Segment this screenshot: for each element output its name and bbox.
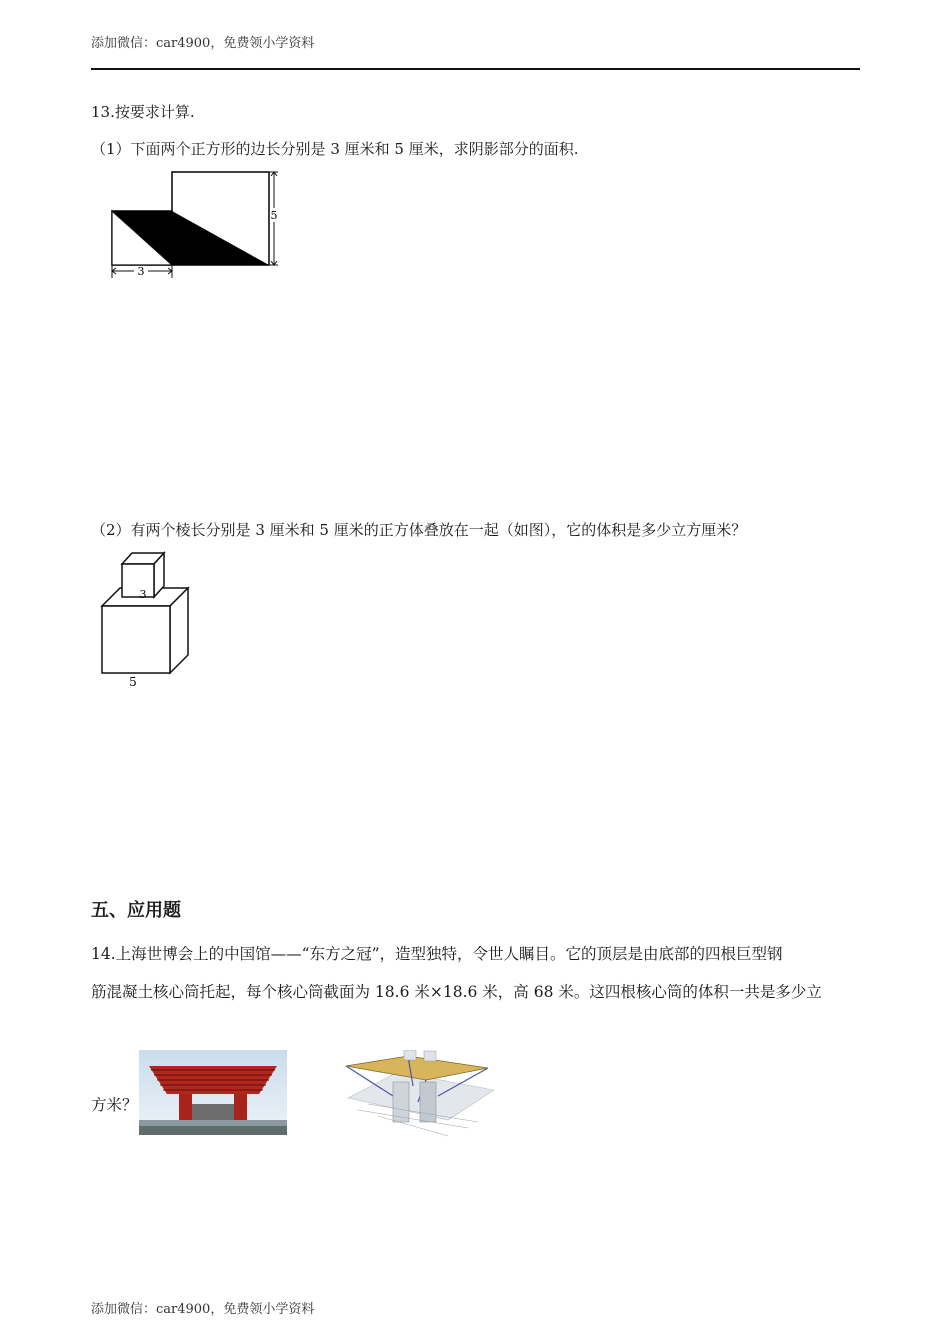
dimension-label-small: 3 xyxy=(137,265,145,278)
dimension-label-large: 5 xyxy=(270,209,278,222)
cube-label-small: 3 xyxy=(139,588,147,601)
question-14-line2: 筋混凝土核心筒托起，每个核心筒截面为 18.6 米×18.6 米，高 68 米。这四根核心筒的体积一共是多少立 xyxy=(91,983,822,1001)
two-squares-figure xyxy=(104,166,284,281)
china-pavilion-photo xyxy=(139,1050,287,1135)
small-cube-front xyxy=(122,564,154,597)
page-footer: 添加微信：car4900，免费领小学资料 xyxy=(91,1302,315,1317)
large-cube-front xyxy=(102,606,170,673)
header-divider xyxy=(91,68,860,70)
stacked-cubes-figure xyxy=(96,548,196,693)
question-14-line3: 方米？ xyxy=(91,1096,138,1114)
question-14-line1: 14.上海世博会上的中国馆——“东方之冠”，造型独特，令世人瞩目。它的顶层是由底部的四根巨型钢 xyxy=(91,945,783,963)
pavilion-structure-model xyxy=(338,1050,494,1142)
question-13-part2: （2）有两个棱长分别是 3 厘米和 5 厘米的正方体叠放在一起（如图），它的体积是多少立方厘米？ xyxy=(91,521,747,539)
cube-label-large: 5 xyxy=(129,675,137,689)
question-13-title: 13.按要求计算. xyxy=(91,103,195,121)
page-header: 添加微信：car4900，免费领小学资料 xyxy=(91,36,315,51)
section-title: 五、应用题 xyxy=(91,900,181,921)
question-13-part1: （1）下面两个正方形的边长分别是 3 厘米和 5 厘米，求阴影部分的面积. xyxy=(91,140,579,158)
